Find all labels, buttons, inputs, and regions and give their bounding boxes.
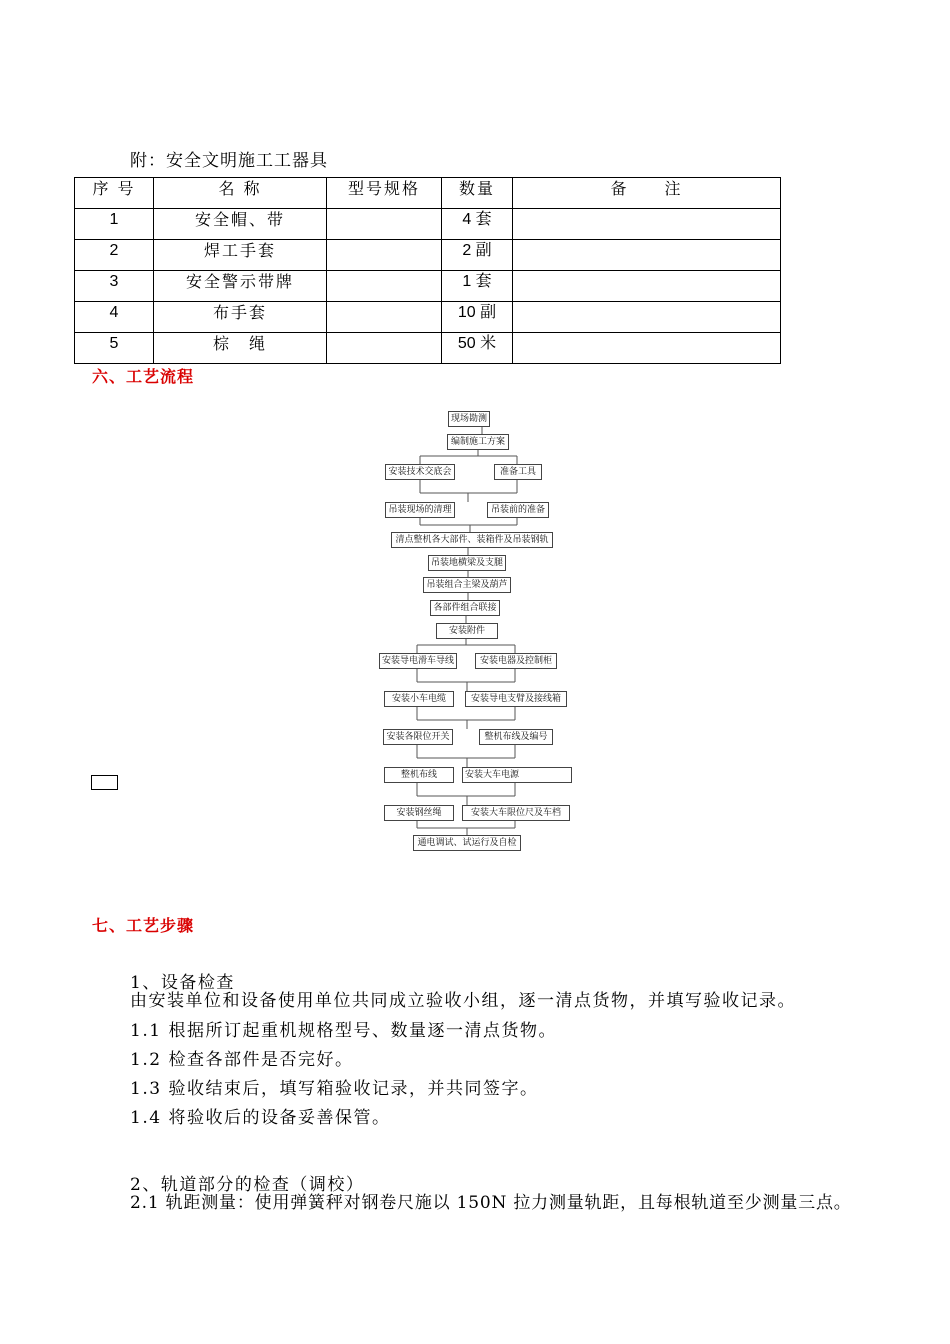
- cell-name: 棕 绳: [154, 333, 327, 364]
- flow-trolley-cable: 安装小车电缆: [384, 691, 454, 707]
- cell-seq: 5: [75, 333, 154, 364]
- flow-count-parts: 清点整机各大部件、装箱件及吊装钢轨: [391, 532, 553, 548]
- cell-name: 安全警示带牌: [154, 271, 327, 302]
- empty-box: [91, 775, 118, 790]
- cell-seq: 4: [75, 302, 154, 333]
- step-1-4: 1.4 将验收后的设备妥善保管。: [130, 1108, 391, 1128]
- flow-test: 通电调试、试运行及自检: [413, 835, 521, 851]
- header-note: 备 注: [513, 178, 781, 209]
- step-1-2: 1.2 检查各部件是否完好。: [130, 1050, 354, 1070]
- flow-power: 安装大车电源: [462, 767, 572, 783]
- flow-wiring-no: 整机布线及编号: [479, 729, 553, 745]
- section-7-title: 七、工艺步骤: [92, 916, 195, 935]
- flow-site-clear: 吊装现场的清理: [385, 502, 455, 518]
- cell-name: 布手套: [154, 302, 327, 333]
- flow-attachments: 安装附件: [436, 623, 498, 639]
- cell-qty: 1 套: [442, 271, 513, 302]
- header-spec: 型号规格: [327, 178, 442, 209]
- cell-qty: 10 副: [442, 302, 513, 333]
- flow-main-beam: 吊装组合主梁及葫芦: [423, 577, 511, 593]
- cell-seq: 2: [75, 240, 154, 271]
- cell-qty: 2 副: [442, 240, 513, 271]
- flow-pre-hoist: 吊装前的准备: [487, 502, 549, 518]
- flow-bracket: 安装导电支臂及接线箱: [465, 691, 567, 707]
- header-name: 名 称: [154, 178, 327, 209]
- flow-stopper: 安装大车限位尺及车档: [462, 805, 570, 821]
- section-6-title: 六、工艺流程: [92, 367, 195, 386]
- flow-wiring: 整机布线: [384, 767, 454, 783]
- flow-assemble: 各部件组合联接: [430, 600, 500, 616]
- flow-plan: 编制施工方案: [447, 434, 509, 450]
- flow-tools: 准备工具: [494, 464, 542, 480]
- header-seq: 序 号: [75, 178, 154, 209]
- cell-qty: 50 米: [442, 333, 513, 364]
- cell-name: 安全帽、带: [154, 209, 327, 240]
- flow-briefing: 安装技术交底会: [385, 464, 455, 480]
- step-1-title: 1、设备检查: [130, 973, 235, 993]
- appendix-caption: 附：安全文明施工工器具: [130, 151, 328, 171]
- flow-rope: 安装钢丝绳: [384, 805, 454, 821]
- cell-seq: 1: [75, 209, 154, 240]
- step-2-1: 2.1 轨距测量：使用弹簧秤对钢卷尺施以 150N 拉力测量轨距，且每根轨道至少测量三点。: [130, 1193, 852, 1213]
- flow-trolley-line: 安装导电滑车导线: [379, 653, 457, 669]
- cell-qty: 4 套: [442, 209, 513, 240]
- flow-limit-switch: 安装各限位开关: [383, 729, 453, 745]
- step-1-1: 1.1 根据所订起重机规格型号、数量逐一清点货物。: [130, 1021, 557, 1041]
- flow-cabinet: 安装电器及控制柜: [475, 653, 557, 669]
- step-2-title: 2、轨道部分的检查（调校）: [130, 1175, 365, 1195]
- cell-name: 焊工手套: [154, 240, 327, 271]
- header-qty: 数量: [442, 178, 513, 209]
- flow-site-survey: 现场勘测: [448, 411, 490, 427]
- cell-seq: 3: [75, 271, 154, 302]
- step-1-3: 1.3 验收结束后，填写箱验收记录，并共同签字。: [130, 1079, 539, 1099]
- flow-hoist-beam: 吊装地横梁及支腿: [428, 555, 506, 571]
- step-1-text: 由安装单位和设备使用单位共同成立验收小组，逐一清点货物，并填写验收记录。: [130, 991, 796, 1011]
